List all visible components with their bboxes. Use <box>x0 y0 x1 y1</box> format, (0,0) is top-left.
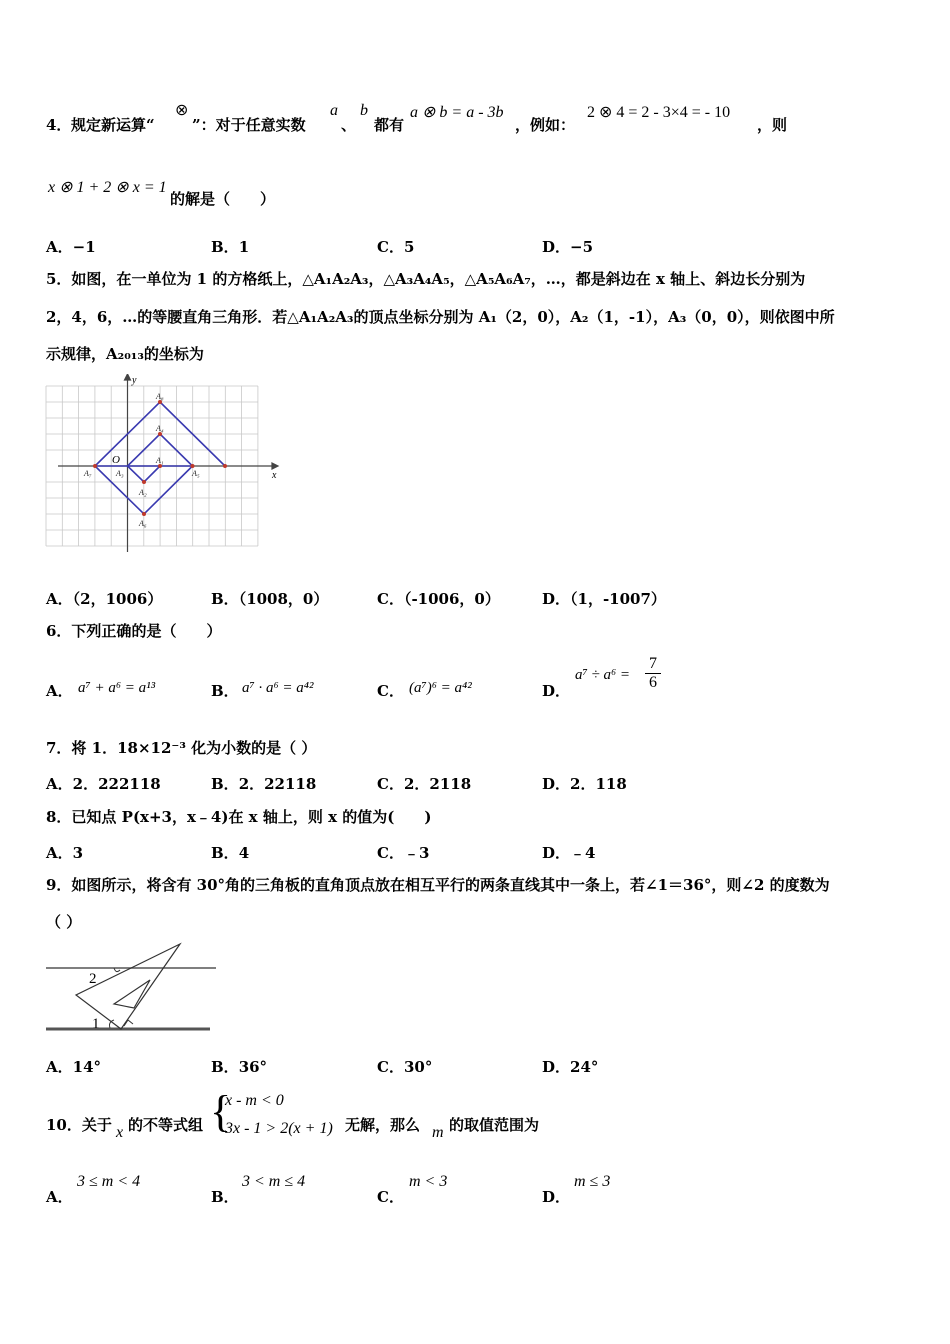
q4-text-4: ，例如： <box>515 116 576 134</box>
vertex-a5 <box>191 464 195 468</box>
q4-var-b: b <box>360 102 368 119</box>
q9-triangle-figure <box>44 940 220 1036</box>
angle-2-label: 2 <box>89 971 97 987</box>
q5-line-1: 5．如图，在一单位为 1 的方格纸上，△A₁A₂A₃，△A₃A₄A₅，△A₅A₆A₇，…，都是斜边在 x 轴上、斜边长分别为 <box>46 270 806 288</box>
vertex-a7 <box>93 464 97 468</box>
q10-var-x: x <box>116 1124 124 1141</box>
q9-line-2: （ ） <box>46 913 82 931</box>
q7-option-d: D．2．118 <box>542 775 627 793</box>
fraction-denominator: 6 <box>649 674 657 691</box>
q8-option-b: B．4 <box>211 844 250 862</box>
q10-text-1: 10．关于 <box>46 1116 112 1134</box>
q4-text-5: ，则 <box>757 116 788 134</box>
q4-text-1: 规定新运算“ <box>71 116 155 134</box>
q4-text-2: ”：对于任意实数 <box>192 116 306 134</box>
q4-option-d: D．−5 <box>542 238 594 256</box>
q10-var-m: m <box>432 1124 444 1141</box>
q4-text-6: 的解是（ ） <box>170 190 276 208</box>
q10-text-2: 的不等式组 <box>128 1116 204 1134</box>
q10-option-c: m < 3 <box>409 1173 448 1190</box>
q6-option-c-label: C． <box>377 682 404 700</box>
q9-line-1: 9．如图所示，将含有 30°角的三角板的直角顶点放在相互平行的两条直线其中一条上，若∠1＝36°，则∠2 的度数为 <box>46 876 830 894</box>
q8-option-c: C．﹣3 <box>377 844 430 862</box>
q7-stem: 7．将 1．18×12⁻³ 化为小数的是（ ） <box>46 739 317 757</box>
q9-option-b: B．36° <box>211 1058 268 1076</box>
q5-option-a: A．（2，1006） <box>46 590 163 608</box>
q10-inequality-2: 3x - 1 > 2(x + 1) <box>225 1120 333 1137</box>
q4-op-symbol: ⊗ <box>175 102 189 119</box>
label-a7: A₇ <box>84 469 92 478</box>
q4-option-a: A．−1 <box>46 238 96 256</box>
axes <box>58 374 278 552</box>
q4-option-c: C．5 <box>377 238 415 256</box>
q9-option-c: C．30° <box>377 1058 433 1076</box>
vertex-extra <box>223 464 227 468</box>
q7-option-a: A．2．222118 <box>46 775 161 793</box>
q6-option-d-fraction <box>645 655 661 692</box>
q6-stem: 6．下列正确的是（ ） <box>46 622 222 640</box>
q6-option-c: (a⁷)⁶ = a⁴² <box>409 680 472 696</box>
fraction-numerator: 7 <box>645 655 661 674</box>
vertex-a6 <box>142 512 146 516</box>
angle-1-label: 1 <box>92 1016 100 1032</box>
q5-option-b: B．（1008，0） <box>211 590 329 608</box>
q4-sep: 、 <box>341 116 357 134</box>
label-a6: A₆ <box>139 519 147 528</box>
label-a4: A₄ <box>156 424 164 433</box>
vertex-a2 <box>142 480 146 484</box>
q8-stem: 8．已知点 P(x+3，x﹣4)在 x 轴上，则 x 的值为( ) <box>46 808 432 826</box>
label-a3: A₃ <box>116 469 124 478</box>
q5-option-d: D．（1，-1007） <box>542 590 666 608</box>
q4-definition: a ⊗ b = a - 3b <box>410 104 504 121</box>
q6-option-d-label: D． <box>542 682 571 700</box>
q10-option-c-label: C． <box>377 1188 404 1206</box>
q8-option-d: D．﹣4 <box>542 844 596 862</box>
q6-option-d: a⁷ ÷ a⁶ = <box>575 667 631 683</box>
q6-option-a: a⁷ + a⁶ = a¹³ <box>78 680 156 696</box>
q10-option-a: 3 ≤ m < 4 <box>77 1173 141 1190</box>
q5-grid-figure <box>44 374 280 554</box>
q6-option-b-label: B． <box>211 682 239 700</box>
q9-option-d: D．24° <box>542 1058 599 1076</box>
q10-option-d-label: D． <box>542 1188 571 1206</box>
q5-line-3: 示规律，A₂₀₁₃的坐标为 <box>46 345 204 363</box>
q10-option-d: m ≤ 3 <box>574 1173 611 1190</box>
q8-option-a: A．3 <box>46 844 84 862</box>
q10-text-4: 的取值范围为 <box>449 1116 540 1134</box>
label-a5: A₅ <box>192 469 200 478</box>
q9-option-a: A．14° <box>46 1058 102 1076</box>
q10-option-b: 3 < m ≤ 4 <box>242 1173 306 1190</box>
q4-text-3: 都有 <box>374 116 405 134</box>
q4-option-b: B．1 <box>211 238 250 256</box>
q7-option-b: B．2．22118 <box>211 775 317 793</box>
q10-option-a-label: A． <box>46 1188 73 1206</box>
x-axis-label: x <box>272 470 277 481</box>
label-a1: A₁ <box>156 456 164 465</box>
q6-option-a-label: A． <box>46 682 73 700</box>
q10-text-3: 无解，那么 <box>345 1116 421 1134</box>
label-a2: A₂ <box>139 488 147 497</box>
q5-line-2: 2，4，6，…的等腰直角三角形．若△A₁A₂A₃的顶点坐标分别为 A₁（2，0），A₂（1，-1），A₃（0，0），则依图中所 <box>46 308 835 326</box>
q10-inequality-1: x - m < 0 <box>225 1092 284 1109</box>
q4-equation: x ⊗ 1 + 2 ⊗ x = 1 <box>48 179 167 196</box>
q6-option-b: a⁷ · a⁶ = a⁴² <box>242 680 314 696</box>
q10-option-b-label: B． <box>211 1188 239 1206</box>
q4-number: 4． <box>46 116 72 134</box>
q5-option-c: C．（-1006，0） <box>377 590 500 608</box>
origin-label: O <box>112 454 120 466</box>
label-a8: A₈ <box>156 392 164 401</box>
q4-example: 2 ⊗ 4 = 2 - 3×4 = - 10 <box>587 104 731 121</box>
q4-var-a: a <box>330 102 338 119</box>
system-brace: { <box>210 1087 232 1136</box>
q7-option-c: C．2．2118 <box>377 775 472 793</box>
y-axis-label: y <box>132 375 137 386</box>
